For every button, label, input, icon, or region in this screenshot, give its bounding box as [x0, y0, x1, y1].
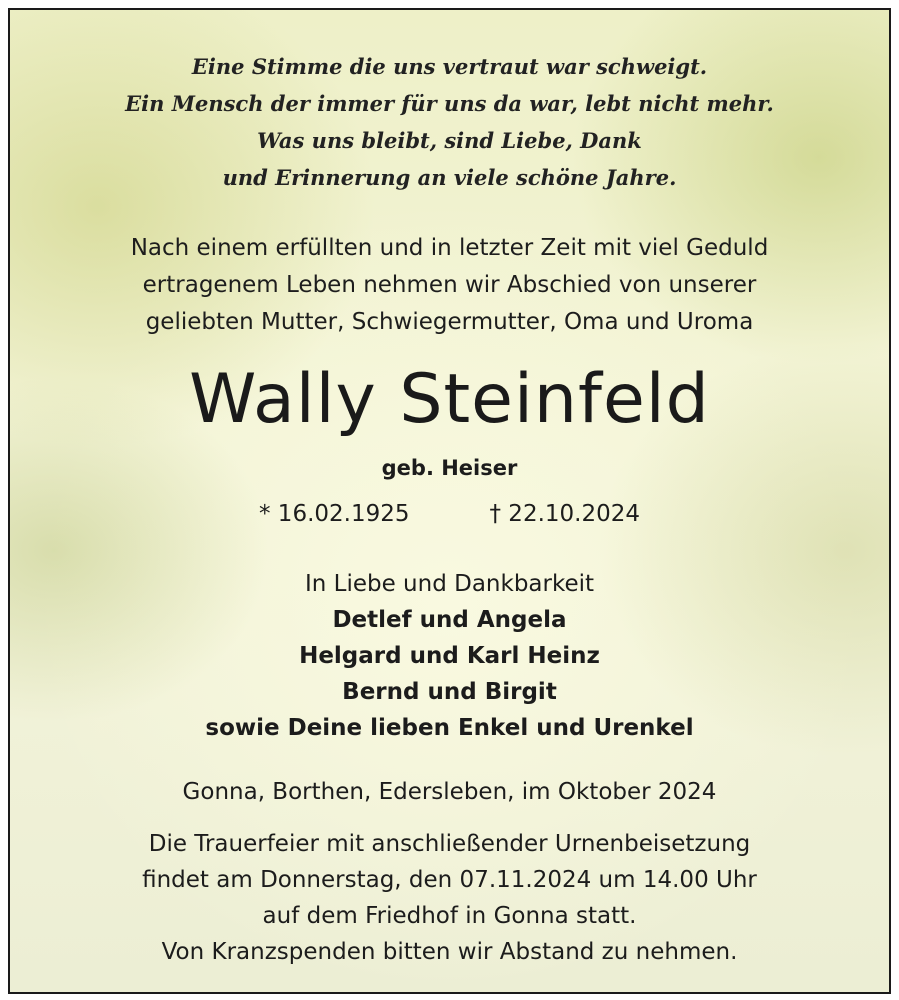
death-date: † 22.10.2024 [489, 501, 640, 527]
birth-date: * 16.02.1925 [259, 501, 410, 527]
poem-line: und Erinnerung an viele schöne Jahre. [222, 165, 677, 190]
service-line: Die Trauerfeier mit anschließender Urnenbeisetzung [148, 831, 751, 857]
service-line: auf dem Friedhof in Gonna statt. [262, 903, 637, 929]
place-and-date: Gonna, Borthen, Edersleben, im Oktober 2024 [182, 779, 717, 805]
memorial-poem [10, 48, 889, 196]
service-line: findet am Donnerstag, den 07.11.2024 um 14.00 Uhr [142, 867, 757, 893]
intro-text [10, 230, 889, 341]
funeral-service-info [10, 826, 889, 970]
mourner-name: Helgard und Karl Heinz [299, 643, 600, 669]
life-dates [10, 496, 889, 532]
poem-line: Ein Mensch der immer für uns da war, lebt nicht mehr. [125, 91, 774, 116]
deceased-name: Wally Steinfeld [189, 360, 710, 439]
intro-line: geliebten Mutter, Schwiegermutter, Oma und Uroma [145, 309, 754, 335]
intro-line: ertragenem Leben nehmen wir Abschied von unserer [142, 272, 757, 298]
service-line: Von Kranzspenden bitten wir Abstand zu nehmen. [161, 939, 738, 965]
mourner-name: Detlef und Angela [332, 607, 567, 633]
mourners-heading: In Liebe und Dankbarkeit [304, 571, 595, 597]
mourner-name: sowie Deine lieben Enkel und Urenkel [205, 715, 694, 741]
mourner-name: Bernd und Birgit [342, 679, 557, 705]
poem-line: Was uns bleibt, sind Liebe, Dank [257, 128, 642, 153]
poem-line: Eine Stimme die uns vertraut war schweigt. [191, 54, 708, 79]
mourners-block [10, 566, 889, 746]
obituary-notice [8, 8, 891, 994]
maiden-name: geb. Heiser [381, 456, 518, 480]
intro-line: Nach einem erfüllten und in letzter Zeit mit viel Geduld [130, 235, 769, 261]
